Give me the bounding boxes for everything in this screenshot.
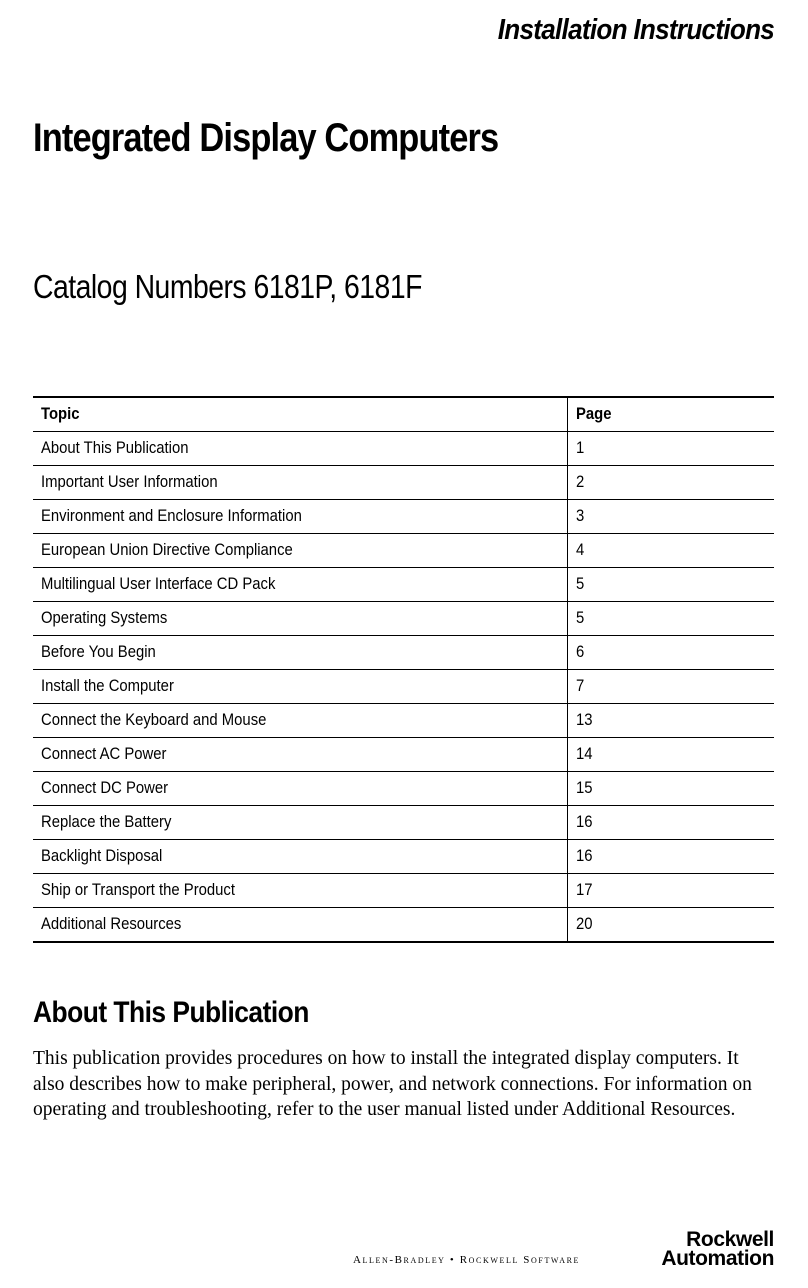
toc-topic-text: Connect DC Power — [41, 779, 169, 797]
toc-topic-text: Multilingual User Interface CD Pack — [41, 575, 276, 593]
toc-page-cell — [568, 908, 775, 943]
toc-row — [33, 670, 774, 704]
toc-topic-cell — [33, 772, 568, 806]
toc-topic-cell — [33, 534, 568, 568]
toc-row — [33, 704, 774, 738]
toc-topic-text: Environment and Enclosure Information — [41, 507, 302, 525]
toc-topic-cell — [33, 908, 568, 943]
toc-topic-cell — [33, 670, 568, 704]
toc-header-page: Page — [568, 397, 775, 432]
toc-row — [33, 568, 774, 602]
document-title: Integrated Display Computers — [33, 116, 499, 160]
toc-page-cell — [568, 704, 775, 738]
toc-topic-cell — [33, 704, 568, 738]
toc-row — [33, 500, 774, 534]
toc-page-number: 16 — [576, 813, 593, 831]
toc-topic-text: Install the Computer — [41, 677, 174, 695]
toc-row — [33, 772, 774, 806]
toc-topic-text: About This Publication — [41, 439, 189, 457]
toc-row — [33, 534, 774, 568]
toc-page-cell — [568, 874, 775, 908]
toc-page-cell — [568, 772, 775, 806]
toc-topic-text: European Union Directive Compliance — [41, 541, 293, 559]
toc-page-number: 20 — [576, 915, 593, 933]
section-heading: About This Publication — [33, 996, 309, 1029]
toc-topic-cell — [33, 806, 568, 840]
toc-topic-cell — [33, 636, 568, 670]
toc-page-number: 7 — [576, 677, 585, 695]
toc-topic-cell — [33, 432, 568, 466]
toc-page-number: 14 — [576, 745, 593, 763]
rockwell-automation-logo — [661, 1230, 774, 1268]
table-of-contents — [33, 396, 774, 943]
toc-row — [33, 806, 774, 840]
toc-row — [33, 738, 774, 772]
toc-topic-cell — [33, 738, 568, 772]
logo-line-2: Automation — [661, 1247, 774, 1270]
toc-topic-cell — [33, 568, 568, 602]
toc-row — [33, 840, 774, 874]
section-body: This publication provides procedures on how to install the integrated display computers. It also describes how to make peripheral, power, and network connections. For information on operating and troubleshooting, refer to the user manual listed under Additional Resources. — [33, 1048, 752, 1120]
toc-page-number: 4 — [576, 541, 585, 559]
toc-row — [33, 908, 774, 943]
toc-topic-text: Important User Information — [41, 473, 218, 491]
toc-topic-cell — [33, 500, 568, 534]
toc-topic-text: Replace the Battery — [41, 813, 172, 831]
toc-topic-cell — [33, 602, 568, 636]
toc-topic-cell — [33, 874, 568, 908]
toc-row — [33, 874, 774, 908]
toc-page-number: 1 — [576, 439, 585, 457]
toc-header-row — [33, 397, 774, 432]
toc-topic-text: Connect AC Power — [41, 745, 167, 763]
toc-page-cell — [568, 534, 775, 568]
toc-page-cell — [568, 432, 775, 466]
toc-page-number: 3 — [576, 507, 585, 525]
toc-page-cell — [568, 670, 775, 704]
toc-row — [33, 466, 774, 500]
toc-page-cell — [568, 602, 775, 636]
toc-page-cell — [568, 738, 775, 772]
toc-topic-text: Before You Begin — [41, 643, 156, 661]
toc-page-cell — [568, 636, 775, 670]
toc-topic-text: Additional Resources — [41, 915, 182, 933]
toc-row — [33, 636, 774, 670]
toc-page-cell — [568, 568, 775, 602]
toc-page-number: 5 — [576, 609, 585, 627]
toc-body — [33, 432, 774, 943]
catalog-numbers: Catalog Numbers 6181P, 6181F — [33, 268, 422, 305]
toc-header-topic: Topic — [33, 397, 568, 432]
toc-page-number: 15 — [576, 779, 593, 797]
toc-page-cell — [568, 500, 775, 534]
toc-page-cell — [568, 466, 775, 500]
logo-line-1: Rockwell — [686, 1228, 774, 1251]
toc-page-number: 6 — [576, 643, 585, 661]
toc-page-cell — [568, 806, 775, 840]
toc-page-number: 2 — [576, 473, 585, 491]
document-type-label: Installation Instructions — [497, 14, 774, 46]
toc-page-number: 17 — [576, 881, 593, 899]
toc-row — [33, 432, 774, 466]
toc-topic-text: Ship or Transport the Product — [41, 881, 235, 899]
footer — [274, 1228, 774, 1268]
toc-topic-text: Connect the Keyboard and Mouse — [41, 711, 267, 729]
toc-page-number: 13 — [576, 711, 593, 729]
toc-topic-cell — [33, 840, 568, 874]
toc-page-number: 16 — [576, 847, 593, 865]
footer-brands: Allen-Bradley • Rockwell Software — [352, 1254, 580, 1266]
toc-topic-text: Backlight Disposal — [41, 847, 163, 865]
toc-topic-cell — [33, 466, 568, 500]
toc-row — [33, 602, 774, 636]
toc-topic-text: Operating Systems — [41, 609, 168, 627]
toc-page-number: 5 — [576, 575, 585, 593]
toc-page-cell — [568, 840, 775, 874]
